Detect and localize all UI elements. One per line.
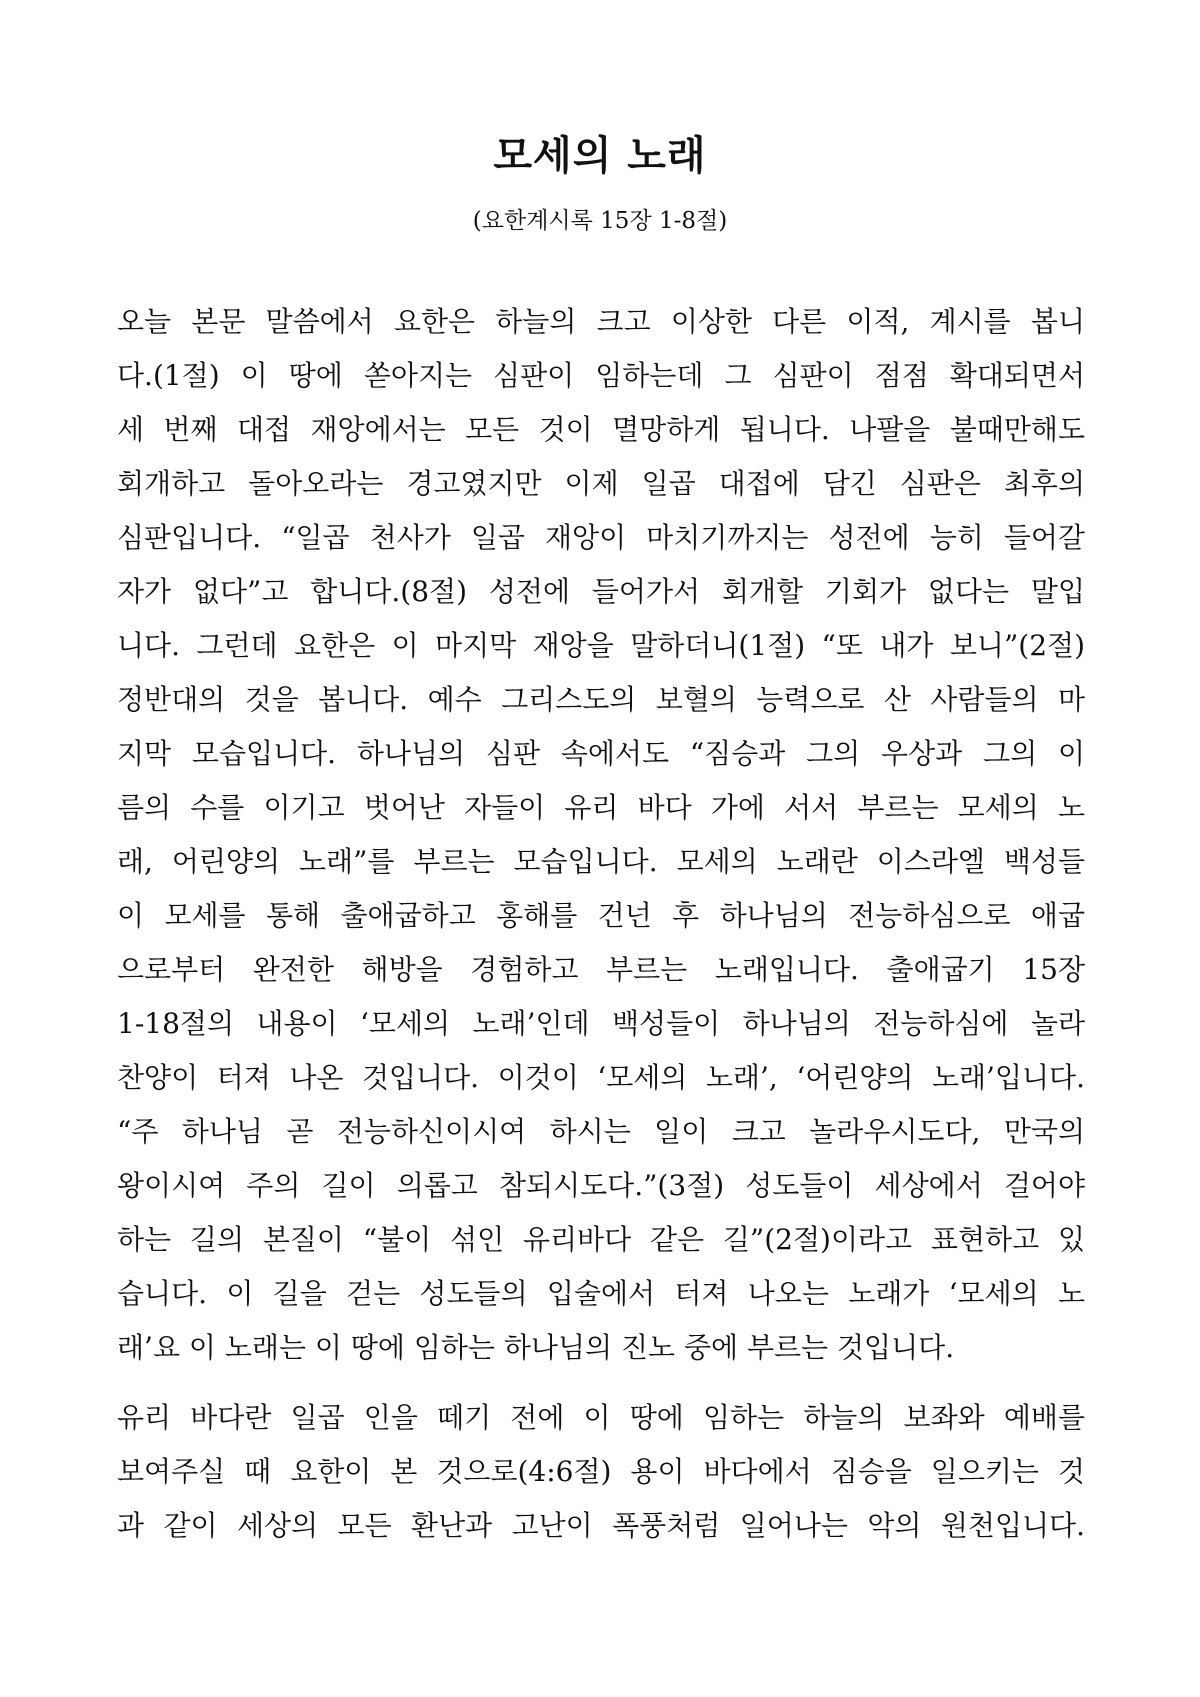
paragraph-line: 오늘 본문 말씀에서 요한은 하늘의 크고 이상한 다른 이적, 계시를 봅니 — [117, 305, 1085, 338]
paragraph-line: 정반대의 것을 봅니다. 예수 그리스도의 보혈의 능력으로 산 사람들의 마 — [117, 683, 1085, 716]
paragraph-line: 자가 없다”고 합니다.(8절) 성전에 들어가서 회개할 기회가 없다는 말입 — [117, 575, 1085, 608]
paragraph-line: 니다. 그런데 요한은 이 마지막 재앙을 말하더니(1절) “또 내가 보니”(2절) — [117, 629, 1085, 662]
paragraph-line: 하는 길의 본질이 “불이 섞인 유리바다 같은 길”(2절)이라고 표현하고 있 — [117, 1223, 1085, 1256]
paragraph-line: 지막 모습입니다. 하나님의 심판 속에서도 “짐승과 그의 우상과 그의 이 — [117, 737, 1085, 770]
paragraph-line: 1-18절의 내용이 ‘모세의 노래’인데 백성들이 하나님의 전능하심에 놀라 — [117, 1007, 1085, 1040]
paragraph-line: 습니다. 이 길을 걷는 성도들의 입술에서 터져 나오는 노래가 ‘모세의 노 — [117, 1277, 1085, 1310]
paragraph-line: 보여주실 때 요한이 본 것으로(4:6절) 용이 바다에서 짐승을 일으키는 것 — [117, 1455, 1085, 1488]
paragraph-2 — [117, 1391, 1085, 1553]
page-title: 모세의 노래 — [493, 132, 707, 179]
paragraph-line: 찬양이 터져 나온 것입니다. 이것이 ‘모세의 노래’, ‘어린양의 노래’입니다. — [117, 1061, 1085, 1094]
paragraph-line: 왕이시여 주의 길이 의롭고 참되시도다.”(3절) 성도들이 세상에서 걸어야 — [117, 1169, 1085, 1202]
paragraph-line: “주 하나님 곧 전능하신이시여 하시는 일이 크고 놀라우시도다, 만국의 — [117, 1115, 1085, 1148]
scripture-reference: (요한계시록 15장 1-8절) — [472, 208, 728, 234]
paragraph-line: 래, 어린양의 노래”를 부르는 모습입니다. 모세의 노래란 이스라엘 백성들 — [117, 845, 1085, 878]
paragraph-line: 래’요 이 노래는 이 땅에 임하는 하나님의 진노 중에 부르는 것입니다. — [117, 1331, 955, 1364]
paragraph-line: 회개하고 돌아오라는 경고였지만 이제 일곱 대접에 담긴 심판은 최후의 — [117, 467, 1085, 500]
paragraph-line: 름의 수를 이기고 벗어난 자들이 유리 바다 가에 서서 부르는 모세의 노 — [117, 791, 1085, 824]
paragraph-line: 세 번째 대접 재앙에서는 모든 것이 멸망하게 됩니다. 나팔을 불때만해도 — [117, 413, 1085, 446]
paragraph-line: 유리 바다란 일곱 인을 떼기 전에 이 땅에 임하는 하늘의 보좌와 예배를 — [117, 1401, 1085, 1434]
paragraph-line: 과 같이 세상의 모든 환난과 고난이 폭풍처럼 일어나는 악의 원천입니다. — [117, 1509, 1085, 1542]
paragraph-line: 이 모세를 통해 출애굽하고 홍해를 건넌 후 하나님의 전능하심으로 애굽 — [117, 899, 1085, 932]
paragraph-line: 으로부터 완전한 해방을 경험하고 부르는 노래입니다. 출애굽기 15장 — [117, 953, 1085, 986]
paragraph-line: 다.(1절) 이 땅에 쏟아지는 심판이 임하는데 그 심판이 점점 확대되면서 — [117, 359, 1085, 392]
paragraph-line: 심판입니다. “일곱 천사가 일곱 재앙이 마치기까지는 성전에 능히 들어갈 — [117, 521, 1085, 554]
paragraph-1 — [117, 295, 1085, 1375]
